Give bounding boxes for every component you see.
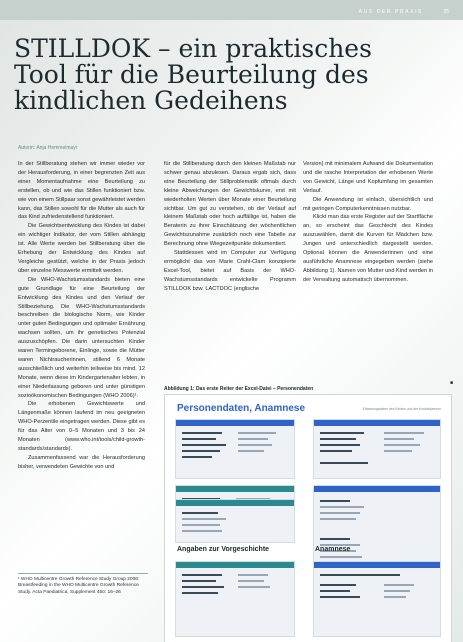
paragraph: Klickt man das erste Register auf der Startfläche an, so erscheint das Geschlecht des Kindes auszuwählen, damit die Kurven für Mädchen bzw. Jungen und unterschiedlich dargestellt werden. Optional können die Anwenderinnen und eine ausführliche Anamnese eingegeben werden (siehe Abbildung 1). Namen von Mutter und Kind werden in der Verwaltung automatisch übernommen. — [303, 214, 434, 283]
author-line: Autorin: Anja Hemmelmayr — [18, 145, 78, 151]
page-number: 25 — [443, 9, 449, 15]
section-label: AUS DER PRAXIS — [358, 9, 423, 15]
form-block-mother — [313, 419, 441, 479]
paragraph: Die erhobenen Gewichtswerte und Längenmaße können laufend im neu geeigneten WHO-Perzentile eingetragen werden. Diese gibt es für das Alter von 0–5 Monaten und 3 bis 24 Monaten (www.who.int/tools/child-growth-standards/standards). — [18, 401, 145, 452]
paragraph: Die Gewichtsentwicklung des Kindes ist dabei ein wichtiger Indikator, der vom Stillen abhängig ist. Alle Werte werden bei Stillberatung über die Erhebung der Entwicklung des Kindes auf Vergleiche gestützt, welche in der Praxis jedoch über einzelne Messwerte ermittelt werden. — [18, 223, 145, 274]
paragraph: Die Anwendung ist einfach, übersichtlich und mit geringen Computerkenntnissen nutzbar. — [303, 196, 433, 212]
paragraph: In der Stillberatung stehen wir immer wieder vor der Herausforderung, in einer begrenzten Zeit aus einer Momentaufnahme eine Beurteilung zu erstellen, ob und wie das Stillen funktioniert bzw. wie von einem Stillpaar sonst gewährleistet werden kann, das Stillen sowohl für die Mutter als auch für das Kind zufriedenstellend funktioniert. — [18, 161, 145, 221]
figure-title: Personendaten, Anamnese — [177, 403, 306, 414]
paragraph: für die Stillberatung durch den kleinen Maßstab nur schwer genau abzulesen. Daraus ergab sich, dass eine Beurteilung der Stillproblematik oftmals durch kleine Abweichungen der Gewichtskurve, erst mit wiederholten Werten über Monate einer Beurteilung sichtbar. Um gut zu verstehen, ob der Verlauf auf kleinem Maßstab oder hoch auffällige ist, haben die Beraterin zu ihrer Einschätzung der wöchentlichen Gewichtszunahme zusätzlich noch eine Tabelle zur Berechnung ohne Wiegezeitpunkte dokumentiert. — [164, 161, 296, 248]
form-block-prehistory — [175, 561, 295, 637]
text-column-3 — [303, 160, 433, 285]
figure-screenshot — [164, 394, 452, 642]
footnote: ¹ WHO Multicentre Growth Reference Study Group 2006: Breastfeeding in the WHO Multicentre Growth Reference Study. Acta Paediatrica, Supplement 450: 16–26 — [18, 573, 148, 596]
form-block-history — [175, 499, 295, 543]
paragraph: Stattdessen wird im Computer zur Verfügung ermöglicht das von Marie Crahl-Clam konzipierte Excel-Tool, bietet auf Basis der WHO-Wachstumsstandards entwickelte Programm STILLDOK bzw. LACTDOC (englische — [164, 250, 296, 292]
article-title: STILLDOK – ein praktisches Tool für die Beurteilung des kindlichen Gedeihens — [14, 34, 372, 115]
form-block-anamnesis — [313, 561, 441, 637]
figure-subtitle-left: Angaben zur Vorgeschichte — [177, 546, 270, 553]
paragraph: Zusammenfassend war die Herausforderung bisher, verwendeten Gewichte von und — [18, 454, 145, 470]
text-column-2 — [164, 160, 296, 294]
end-mark: ■ — [449, 380, 453, 386]
figure-info: Erfassungsdaten des Kindes und der Kontaktperson — [362, 407, 441, 411]
figure-caption: Abbildung 1: Das erste Reiter der Excel-Datei – Personendaten — [164, 386, 314, 392]
paragraph: Die WHO-Wachstumsstandards bieten eine gute Grundlage für eine Beurteilung der Entwicklung des Kindes und den Verlauf der Stillbeziehung. Die WHO-Wachstumsstandards beschreiben die biologische Norm, wie Kinder unter guten Bedingungen und optimaler Ernährung wachsen sollten, um ihr genetisches Potenzial auszuschöpfen. Die darin untersuchten Kinder waren Termingeborene, Einlinge, sowie die Mütter waren Nichtraucherinnen, stillend 6 Monate ausschließlich und weiterhin teilweise bis mind. 12 Monate, wenn diese im Kindergartenalter lebten, in einer Niederlassung geboren und unter günstigen sozioökonomischen Bedingungen (WHO 2006)¹. — [18, 276, 145, 399]
text-column-1 — [18, 160, 145, 472]
paragraph: Version) mit minimalem Aufwand die Dokumentation und die rasche Interpretation der erhobenen Werte von Gewicht, Länge und Kopfumfang im gesamten Verlauf. — [303, 161, 433, 194]
form-block-child — [175, 419, 295, 479]
figure-subtitle-right: Anamnese — [315, 546, 351, 553]
